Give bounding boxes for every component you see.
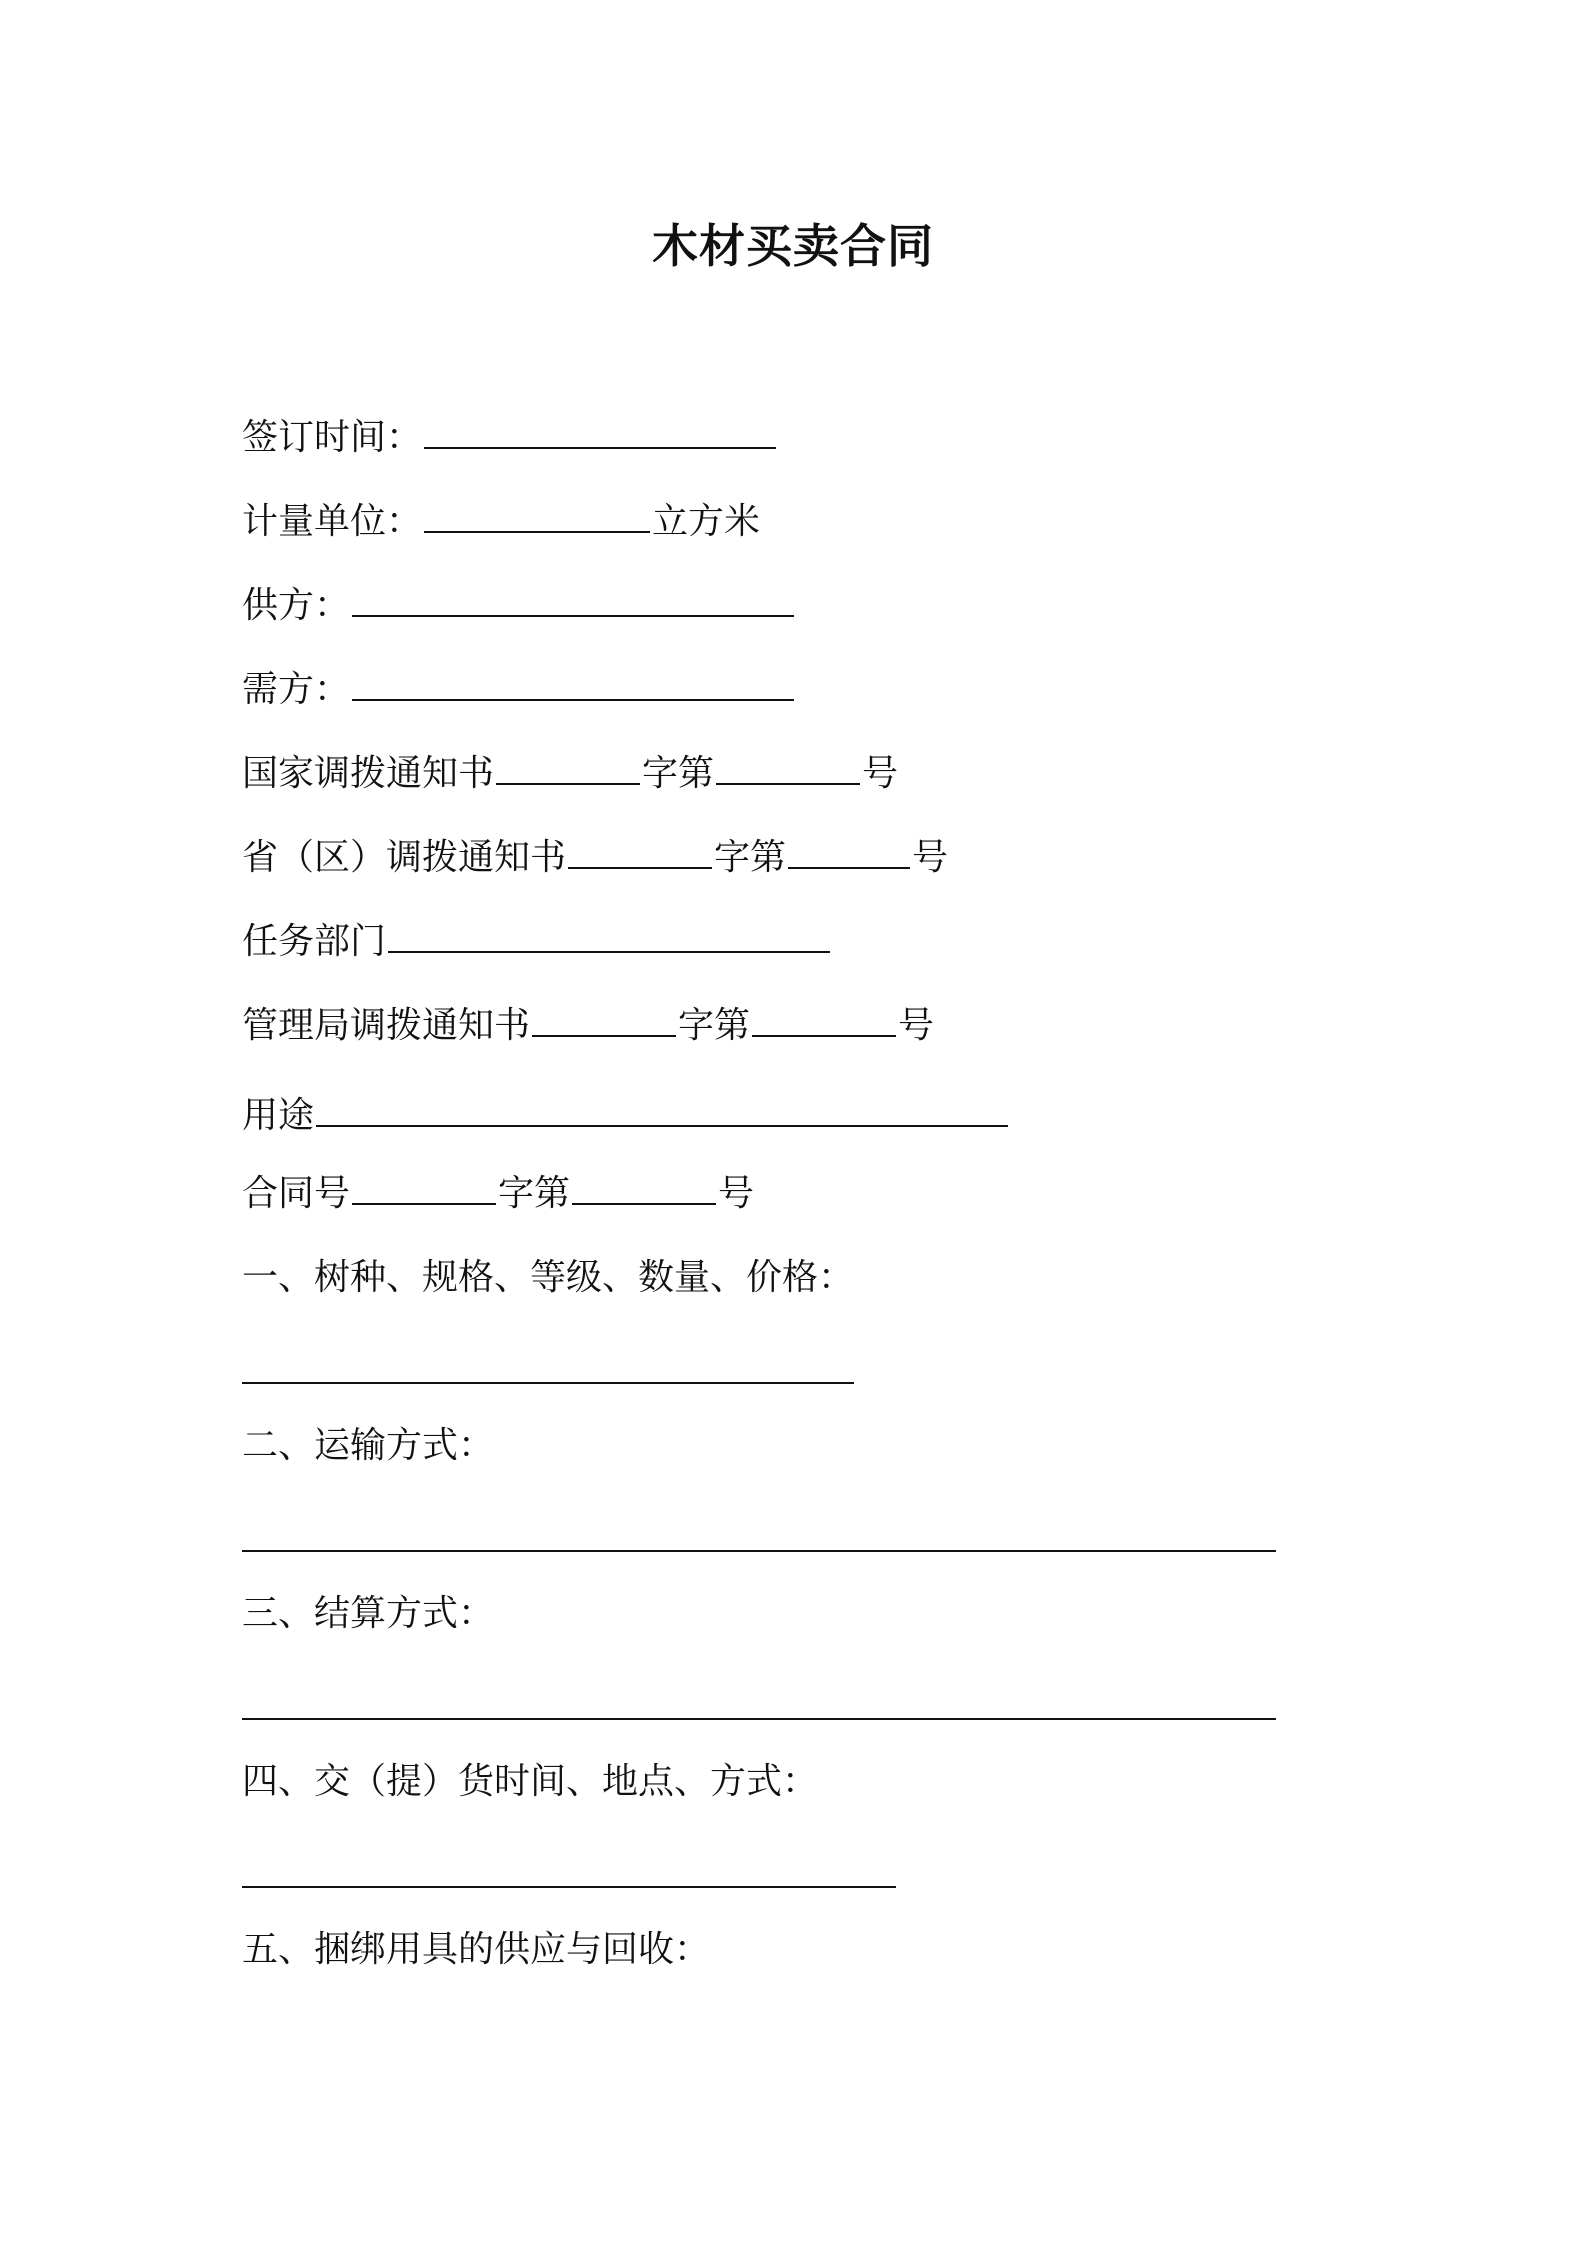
hao-text: 号 [898, 1005, 935, 1046]
buyer-blank[interactable] [352, 669, 794, 701]
national-notice-prefix-blank[interactable] [496, 753, 640, 785]
section-1-heading: 一、树种、规格、等级、数量、价格： [242, 1257, 855, 1298]
supplier-label: 供方： [242, 585, 351, 626]
unit-row [242, 498, 760, 546]
supplier-row [242, 582, 796, 630]
zi-di-text: 字第 [642, 753, 715, 794]
sign-time-label: 签订时间： [242, 417, 423, 458]
national-notice-label: 国家调拨通知书 [242, 753, 495, 794]
bureau-notice-row [242, 1002, 934, 1050]
task-dept-row [242, 918, 832, 966]
unit-suffix: 立方米 [652, 501, 761, 542]
provincial-notice-number-blank[interactable] [788, 837, 910, 869]
hao-text: 号 [718, 1173, 755, 1214]
purpose-blank[interactable] [316, 1095, 1008, 1127]
unit-label: 计量单位： [242, 501, 423, 542]
section-2-heading: 二、运输方式： [242, 1425, 495, 1466]
zi-di-text: 字第 [678, 1005, 751, 1046]
section-5-heading: 五、捆绑用具的供应与回收： [242, 1929, 711, 1970]
zi-di-text: 字第 [714, 837, 787, 878]
purpose-label: 用途 [242, 1095, 315, 1136]
document-title: 木材买卖合同 [652, 219, 934, 273]
section-3-blank[interactable] [242, 1718, 1276, 1720]
section-1-blank[interactable] [242, 1382, 854, 1384]
provincial-notice-label: 省（区）调拨通知书 [242, 837, 567, 878]
supplier-blank[interactable] [352, 585, 794, 617]
task-dept-label: 任务部门 [242, 921, 387, 962]
purpose-row [242, 1092, 1010, 1140]
bureau-notice-label: 管理局调拨通知书 [242, 1005, 531, 1046]
national-notice-number-blank[interactable] [716, 753, 860, 785]
section-4-heading: 四、交（提）货时间、地点、方式： [242, 1761, 819, 1802]
buyer-label: 需方： [242, 669, 351, 710]
section-4-blank[interactable] [242, 1886, 896, 1888]
provincial-notice-row [242, 834, 948, 882]
zi-di-text: 字第 [498, 1173, 571, 1214]
sign-time-row [242, 414, 778, 462]
contract-no-row [242, 1170, 754, 1218]
hao-text: 号 [862, 753, 899, 794]
bureau-notice-number-blank[interactable] [752, 1005, 896, 1037]
sign-time-blank[interactable] [424, 417, 776, 449]
bureau-notice-prefix-blank[interactable] [532, 1005, 676, 1037]
section-3-heading: 三、结算方式： [242, 1593, 495, 1634]
national-notice-row [242, 750, 898, 798]
hao-text: 号 [912, 837, 949, 878]
contract-no-prefix-blank[interactable] [352, 1173, 496, 1205]
buyer-row [242, 666, 796, 714]
provincial-notice-prefix-blank[interactable] [568, 837, 712, 869]
contract-no-label: 合同号 [242, 1173, 351, 1214]
contract-no-number-blank[interactable] [572, 1173, 716, 1205]
task-dept-blank[interactable] [388, 921, 830, 953]
unit-blank[interactable] [424, 501, 650, 533]
section-2-blank[interactable] [242, 1550, 1276, 1552]
